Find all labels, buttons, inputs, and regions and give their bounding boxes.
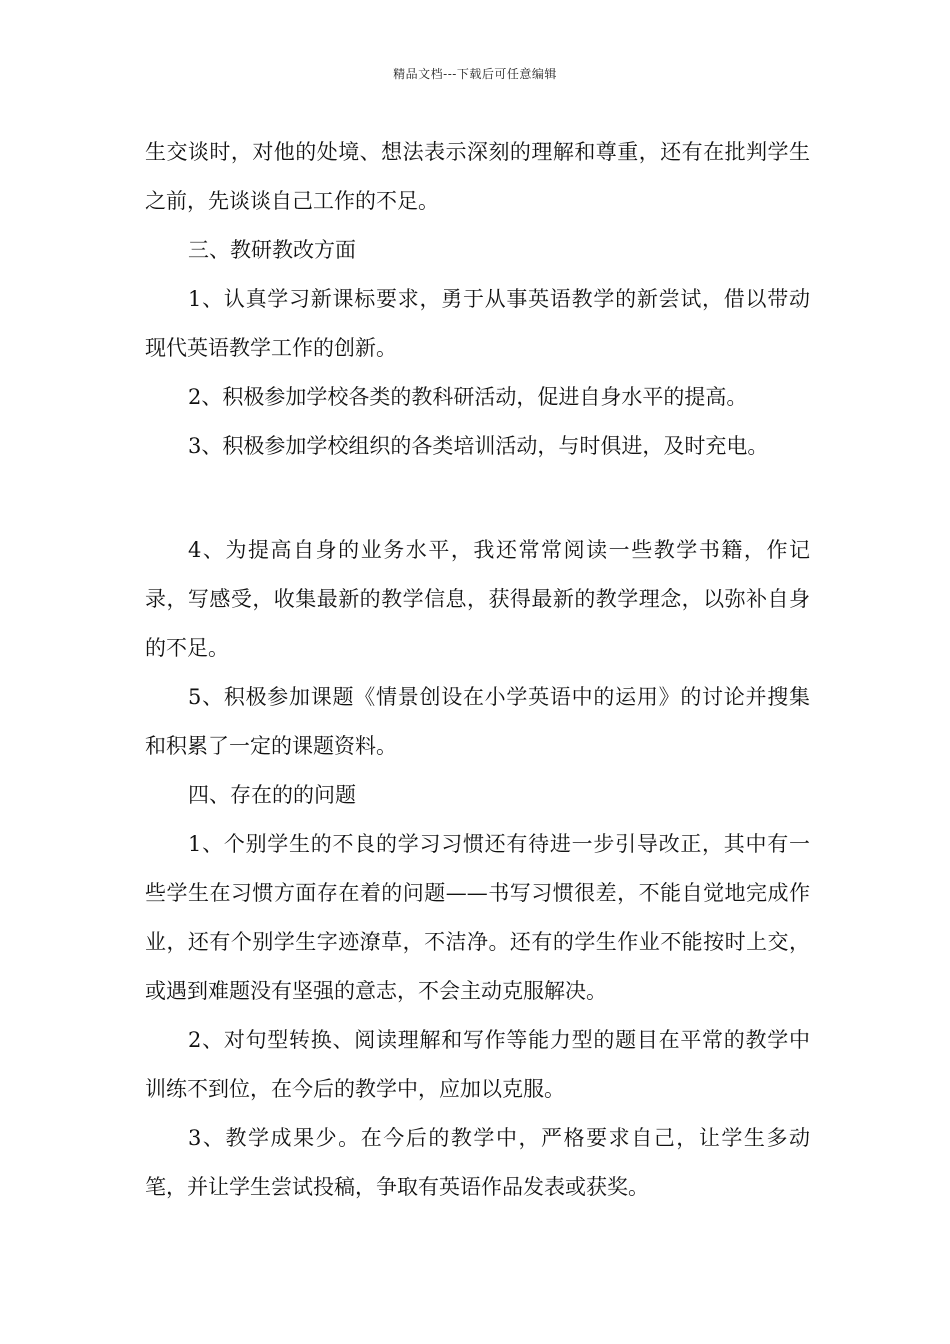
body-text-bottom: [145, 526, 810, 1212]
section-heading-existing-problems: 四、存在的的问题: [188, 783, 356, 807]
paragraph-item: 3、教学成果少。在今后的教学中，严格要求自己，让学生多动笔，并让学生尝试投稿，争取有英语作品发表或获奖。: [145, 1126, 810, 1199]
paragraph-item: 1、个别学生的不良的学习习惯还有待进一步引导改正，其中有一些学生在习惯方面存在着的问题——书写习惯很差，不能自觉地完成作业，还有个别学生字迹潦草，不洁净。还有的学生作业不能按时上交，或遇到难题没有坚强的意志，不会主动克服解决。: [145, 832, 810, 1003]
paragraph-item: 4、为提高自身的业务水平，我还常常阅读一些教学书籍，作记录，写感受，收集最新的教学信息，获得最新的教学理念，以弥补自身的不足。: [145, 538, 810, 660]
paragraph-item: 2、积极参加学校各类的教科研活动，促进自身水平的提高。: [188, 385, 748, 409]
paragraph-continuation: 生交谈时，对他的处境、想法表示深刻的理解和尊重，还有在批判学生之前，先谈谈自己工作的不足。: [145, 140, 810, 213]
body-text-top: [145, 128, 810, 471]
section-heading-teaching-research: 三、教研教改方面: [188, 238, 356, 262]
paragraph-item: 3、积极参加学校组织的各类培训活动，与时俱进，及时充电。: [188, 434, 769, 458]
page-header: 精品文档---下载后可任意编辑: [393, 67, 557, 81]
paragraph-item: 1、认真学习新课标要求，勇于从事英语教学的新尝试，借以带动现代英语教学工作的创新。: [145, 287, 810, 360]
paragraph-item: 2、对句型转换、阅读理解和写作等能力型的题目在平常的教学中训练不到位，在今后的教学中，应加以克服。: [145, 1028, 810, 1101]
paragraph-item: 5、积极参加课题《情景创设在小学英语中的运用》的讨论并搜集和积累了一定的课题资料。: [145, 685, 810, 758]
